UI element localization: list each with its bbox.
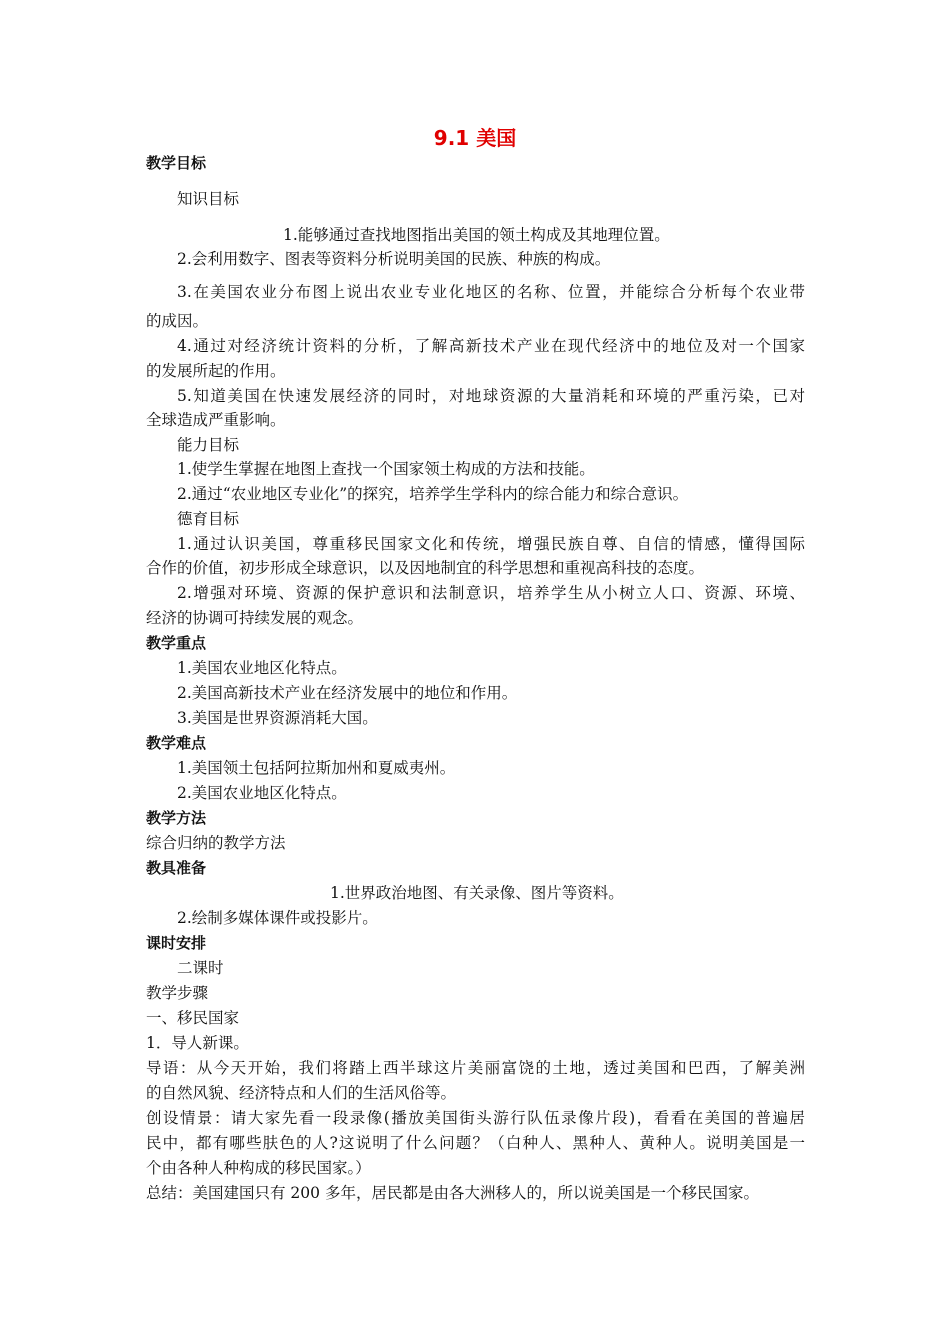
scenario-line-2: 民中，都有哪些肤色的人?这说明了什么问题？（白种人、黑种人、黄种人。说明美国是一 (146, 1134, 805, 1152)
teaching-steps-label: 教学步骤 (146, 984, 209, 1002)
knowledge-item-4-line-2: 的发展所起的作用。 (146, 362, 286, 380)
class-schedule-text: 二课时 (177, 959, 224, 977)
ability-item-2: 2.通过“农业地区专业化”的探究，培养学生学科内的综合能力和综合意识。 (177, 485, 689, 503)
ability-item-1: 1.使学生掌握在地图上查找一个国家领土构成的方法和技能。 (177, 460, 595, 478)
knowledge-item-1: 1.能够通过查找地图指出美国的领土构成及其地理位置。 (283, 226, 670, 244)
scenario-line-3: 个由各种人种构成的移民国家。） (146, 1159, 371, 1177)
section-immigrant-country: 一、移民国家 (146, 1009, 240, 1027)
heading-class-schedule: 课时安排 (146, 934, 207, 952)
difficult-point-2: 2.美国农业地区化特点。 (177, 784, 347, 802)
moral-item-1-line-2: 合作的价值，初步形成全球意识，以及因地制宜的科学思想和重视高科技的态度。 (146, 559, 705, 577)
intro-line-2: 的自然风貌、经济特点和人们的生活风俗等。 (146, 1084, 457, 1102)
knowledge-item-3-line-2: 的成因。 (146, 312, 209, 330)
difficult-point-1: 1.美国领土包括阿拉斯加州和夏威夷州。 (177, 759, 456, 777)
heading-key-points: 教学重点 (146, 634, 207, 652)
tool-item-1: 1.世界政治地图、有关录像、图片等资料。 (330, 884, 624, 902)
subheading-knowledge-goals: 知识目标 (177, 190, 240, 208)
key-point-3: 3.美国是世界资源消耗大国。 (177, 709, 378, 727)
scenario-line-1: 创设情景：请大家先看一段录像(播放美国街头游行队伍录像片段)，看看在美国的普遍居 (146, 1109, 805, 1127)
heading-teaching-goals: 教学目标 (146, 154, 207, 172)
step-intro: 1．导人新课。 (146, 1034, 249, 1052)
moral-item-2-line-2: 经济的协调可持续发展的观念。 (146, 609, 364, 627)
knowledge-item-2: 2.会利用数字、图表等资料分析说明美国的民族、种族的构成。 (177, 250, 611, 268)
heading-teaching-method: 教学方法 (146, 809, 207, 827)
moral-item-2-line-1: 2.增强对环境、资源的保护意识和法制意识，培养学生从小树立人口、资源、环境、 (177, 584, 805, 602)
knowledge-item-5-line-2: 全球造成严重影响。 (146, 411, 286, 429)
knowledge-item-3-line-1: 3.在美国农业分布图上说出农业专业化地区的名称、位置，并能综合分析每个农业带 (177, 283, 805, 301)
key-point-2: 2.美国高新技术产业在经济发展中的地位和作用。 (177, 684, 518, 702)
knowledge-item-4-line-1: 4.通过对经济统计资料的分析，了解高新技术产业在现代经济中的地位及对一个国家 (177, 337, 805, 355)
subheading-ability-goals: 能力目标 (177, 436, 240, 454)
subheading-moral-goals: 德育目标 (177, 510, 240, 528)
page-title: 9.1 美国 (433, 126, 517, 150)
knowledge-item-5-line-1: 5.知道美国在快速发展经济的同时，对地球资源的大量消耗和环境的严重污染，已对 (177, 387, 805, 405)
summary-line: 总结：美国建国只有 200 多年，居民都是由各大洲移人的，所以说美国是一个移民国家。 (146, 1184, 759, 1202)
tool-item-2: 2.绘制多媒体课件或投影片。 (177, 909, 378, 927)
intro-line-1: 导语：从今天开始，我们将踏上西半球这片美丽富饶的土地，透过美国和巴西，了解美洲 (146, 1059, 805, 1077)
teaching-method-text: 综合归纳的教学方法 (146, 834, 286, 852)
heading-difficult-points: 教学难点 (146, 734, 207, 752)
key-point-1: 1.美国农业地区化特点。 (177, 659, 347, 677)
moral-item-1-line-1: 1.通过认识美国，尊重移民国家文化和传统，增强民族自尊、自信的情感，懂得国际 (177, 535, 805, 553)
heading-teaching-tools: 教具准备 (146, 859, 207, 877)
